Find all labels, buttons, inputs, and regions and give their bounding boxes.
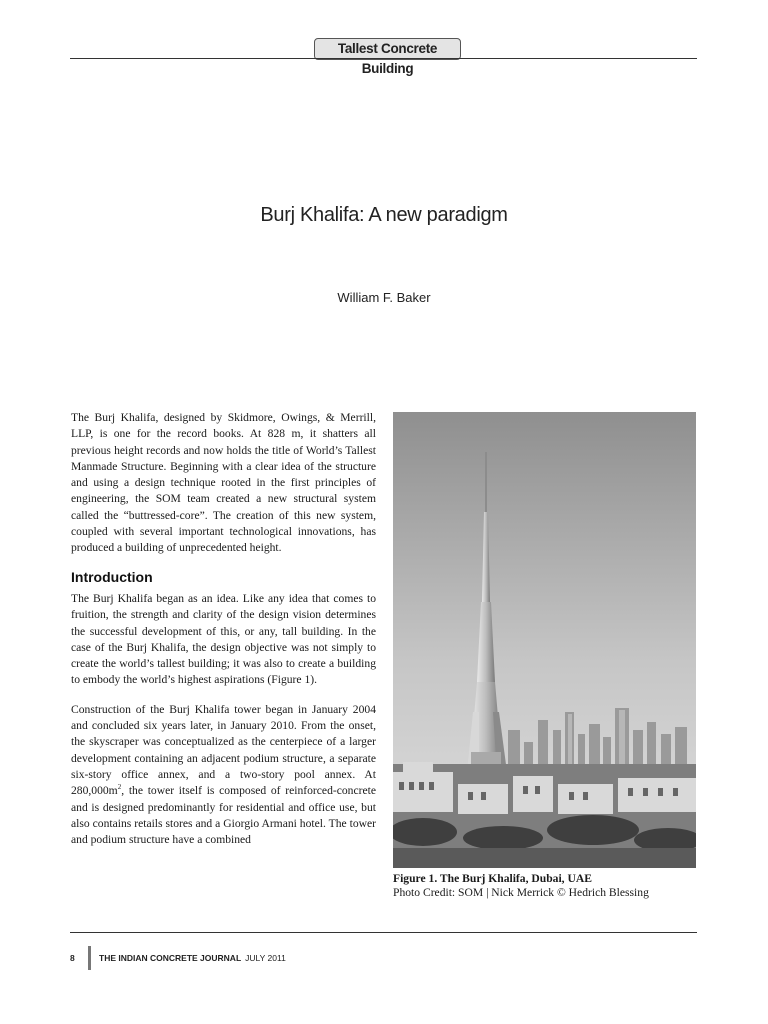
figure-label: Figure 1. The Burj Khalifa, Dubai, UAE xyxy=(393,872,592,885)
footer-divider xyxy=(88,946,91,970)
issue-date: JULY 2011 xyxy=(245,953,286,963)
paragraph-3-text-b: , the tower itself is composed of reinforced-concrete and is designed predominantly for residential and office use, but also contains retails stores and a Giorgio Armani hotel. The tower and podium structure have a combined xyxy=(71,784,376,847)
header-rule xyxy=(70,58,697,59)
paragraph-3-text-a: Construction of the Burj Khalifa tower began in January 2004 and concluded six years later, in January 2010. From the onset, the skyscraper was conceptualized as the centerpiece of a larger development containing an adjacent podium structure, a separate six-story office annex, and a two-story pool annex. At 280,000m xyxy=(71,702,376,798)
footer-rule xyxy=(70,932,697,933)
body-paragraph-2: The Burj Khalifa began as an idea. Like any idea that comes to fruition, the strength and clarity of the design vision determines the successful development of this, or any, tall building. In the case of the Burj Khalifa, the design objective was not simply to create the world’s tallest building; it was also to create a building to embody the world’s highest aspirations (Figure 1). xyxy=(71,591,376,687)
intro-paragraph: The Burj Khalifa, designed by Skidmore, Owings, & Merrill, LLP, is one for the record books. At 828 m, it shatters all previous height records and now holds the title of World’s Tallest Manmade Structure. Beginning with a clear idea of the structure and using a design technique rooted in the first principles of engineering, the SOM team created a new structural system called the “buttressed-core”. The creation of this new system, coupled with several important technological innovations, has produced a building of unprecedented height. xyxy=(71,411,376,555)
page-number: 8 xyxy=(70,953,75,963)
introduction-heading: Introduction xyxy=(71,568,153,585)
body-paragraph-3 xyxy=(71,702,376,849)
left-column xyxy=(71,410,376,848)
photo-credit: Photo Credit: SOM | Nick Merrick © Hedrich Blessing xyxy=(393,886,649,899)
burj-khalifa-photo xyxy=(393,412,696,868)
superscript-2: 2 xyxy=(117,783,122,792)
figure-caption xyxy=(393,872,713,900)
article-author: William F. Baker xyxy=(337,290,431,305)
page-footer xyxy=(70,948,286,968)
journal-name: THE INDIAN CONCRETE JOURNAL xyxy=(99,953,242,963)
section-label: Tallest Concrete Building xyxy=(314,38,461,60)
article-title: Burj Khalifa: A new paradigm xyxy=(260,204,508,226)
